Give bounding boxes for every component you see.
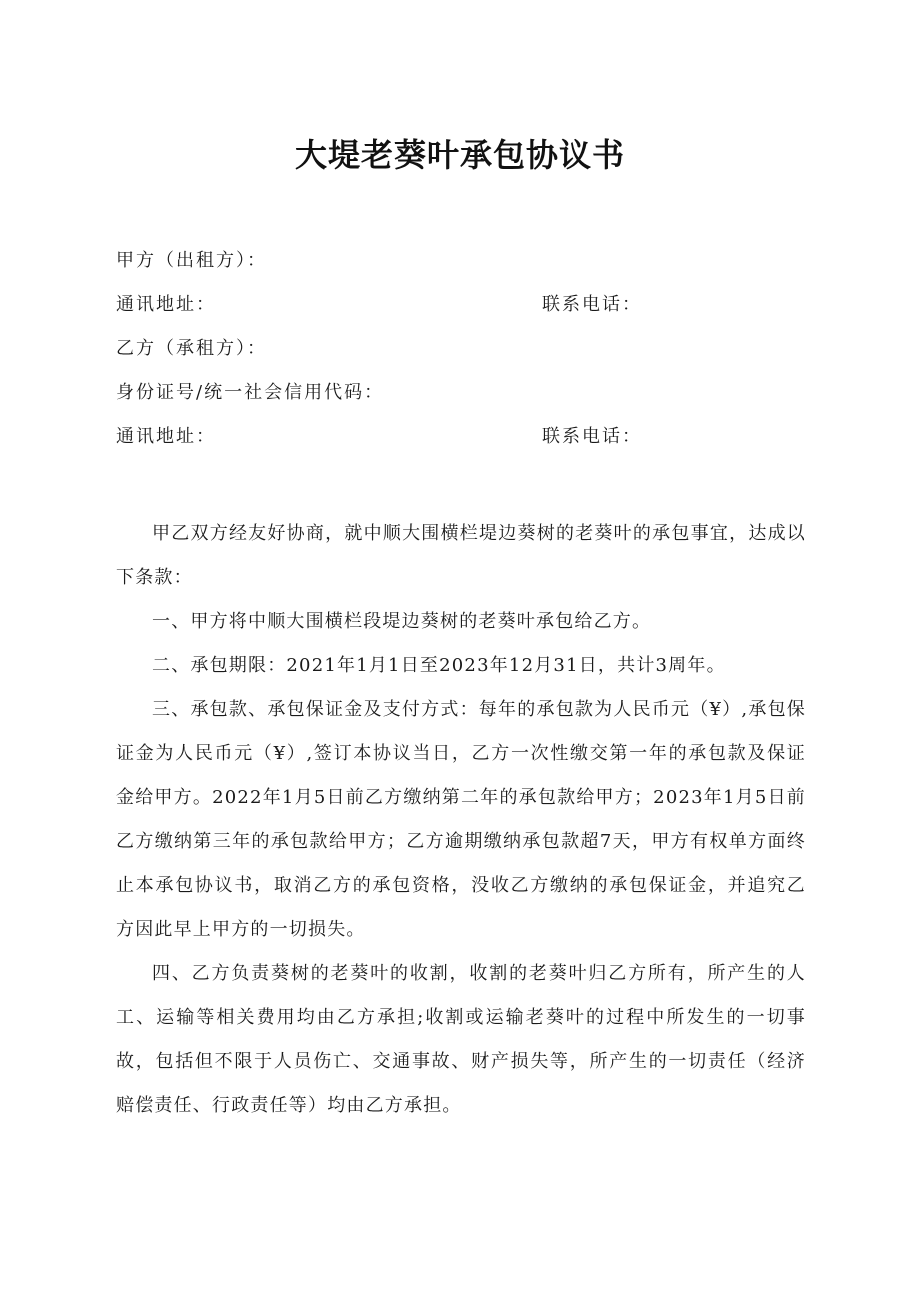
clause-4: 四、乙方负责葵树的老葵叶的收割，收割的老葵叶归乙方所有，所产生的人工、运输等相关费用均由乙方承担;收割或运输老葵叶的过程中所发生的一切事故，包括但不限于人员伤亡、交通事故、财产损失等，所产生的一切责任（经济赔偿责任、行政责任等）均由乙方承担。	[116, 963, 806, 1116]
party-b-label: 乙方（承租方）：	[116, 338, 267, 359]
party-a-phone-label: 联系电话：	[542, 294, 642, 315]
clause-3: 三、承包款、承包保证金及支付方式：每年的承包款为人民币元（¥）,承包保证金为人民币元（¥）,签订本协议当日，乙方一次性缴交第一年的承包款及保证金给甲方。2022年1月5日前乙方缴纳第二年的承包款给甲方；2023年1月5日前乙方缴纳第三年的承包款给甲方；乙方逾期缴纳承包款超7天，甲方有权单方面终止本承包协议书，取消乙方的承包资格，没收乙方缴纳的承包保证金，并追究乙方因此早上甲方的一切损失。	[116, 699, 806, 940]
party-b-phone-label: 联系电话：	[542, 426, 642, 447]
clause-intro: 甲乙双方经友好协商，就中顺大围横栏堤边葵树的老葵叶的承包事宜，达成以下条款：	[116, 523, 806, 588]
party-a-address-label: 通讯地址：	[116, 294, 216, 315]
document-title: 大堤老葵叶承包协议书	[294, 136, 625, 174]
party-b-id-label: 身份证号/统一社会信用代码：	[116, 382, 385, 403]
clause-1: 一、甲方将中顺大围横栏段堤边葵树的老葵叶承包给乙方。	[152, 611, 652, 632]
agreement-body	[116, 512, 806, 1128]
clause-2: 二、承包期限：2021年1月1日至2023年12月31日，共计3周年。	[152, 655, 726, 676]
party-a-label: 甲方（出租方）：	[116, 250, 267, 271]
party-b-address-label: 通讯地址：	[116, 426, 216, 447]
